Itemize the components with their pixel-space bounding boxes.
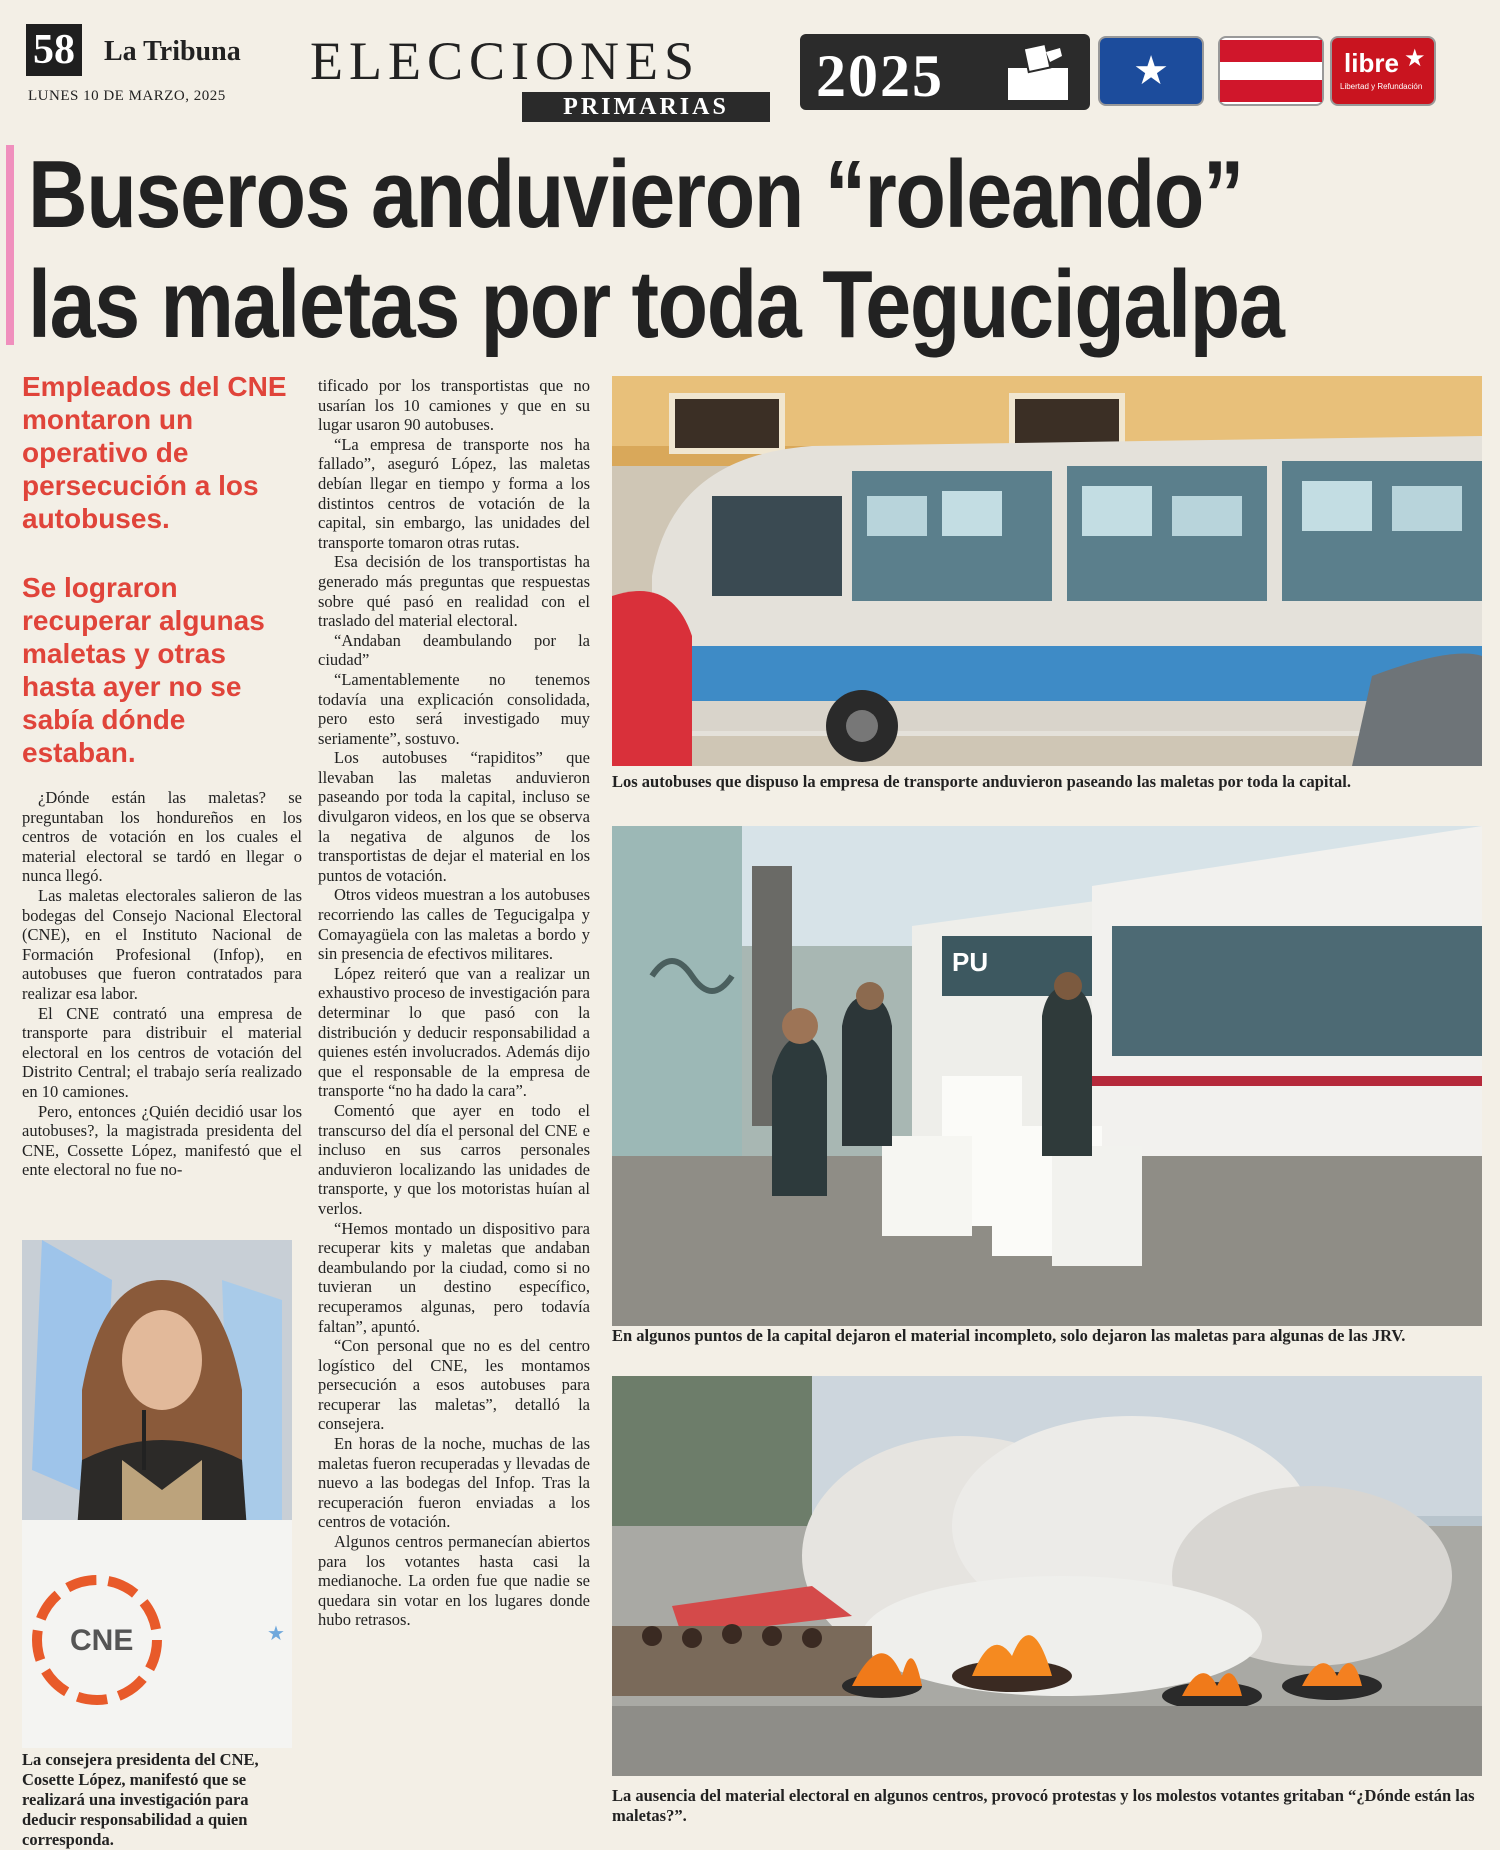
section-title: ELECCIONES: [310, 31, 700, 91]
photo-protest-fire: [612, 1376, 1482, 1776]
photo-caption: En algunos puntos de la capital dejaron el material incompleto, solo dejaron las maletas para algunas de las JRV.: [612, 1326, 1406, 1345]
paragraph: ¿Dónde están las maletas? se preguntaban los hondureños en los centros de votación en los cuales el material electoral se tardó en llegar o nunca llegó.: [22, 788, 302, 886]
paragraph: Los autobuses “rapiditos” que llevaban las maletas anduvieron paseando por toda la capital, incluso se divulgaron videos, en los que se observa la negativa de algunos de los transportistas de dejar el material en los puntos de votación.: [318, 748, 590, 885]
article-deck: [22, 370, 302, 805]
article-headline: [28, 140, 1478, 360]
headline-line-2: las maletas por toda Tegucigalpa: [28, 251, 1284, 358]
election-year-badge: [800, 34, 1090, 110]
page-header: [0, 0, 1500, 130]
paragraph: Las maletas electorales salieron de las bodegas del Consejo Nacional Electoral (CNE), en el Instituto Nacional de Formación Profesional (Infop), en autobuses que fueron contratados para realizar esa labor.: [22, 885, 302, 1003]
paragraph: Comentó que ayer en todo el transcurso del día el personal del CNE e incluso en sus carros personales anduvieron localizando las unidades de transporte, y que los motoristas huían al verlos.: [318, 1100, 590, 1218]
paragraph: tificado por los transportistas que no usarían los 10 camiones y que en su lugar usaron 90 autobuses.: [318, 376, 590, 435]
flag-stripe-top: [1220, 40, 1322, 62]
page-number: 58: [26, 24, 82, 76]
paragraph: El CNE contrató una empresa de transporte para distribuir el material electoral en los centros de votación del Distrito Central; el trabajo sería realizado en 10 camiones.: [22, 1003, 302, 1101]
article-column-1: [22, 788, 302, 1180]
party-logo-libre: [1330, 36, 1436, 106]
paragraph: Esa decisión de los transportistas ha generado más preguntas que respuestas sobre qué pasó en realidad con el traslado del material electoral.: [318, 552, 590, 631]
photo-bus-with-boxes: [612, 376, 1482, 766]
election-year: 2025: [816, 43, 944, 109]
paragraph: “Hemos montado un dispositivo para recuperar kits y maletas que andaban deambulando por la ciudad, como si no tuvieran un destino específico, recuperamos algunas, pero todavía faltan”, apuntó.: [318, 1218, 590, 1336]
highlighter-mark: [6, 145, 14, 345]
star-icon: ★: [267, 1621, 285, 1645]
paragraph: “La empresa de transporte nos ha fallado”, aseguró López, las maletas debían llegar en tiempo y forma a los distintos centros de votación de la capital, sin embargo, las unidades del transporte tomaron otras rutas.: [318, 434, 590, 552]
flag-stripe-bottom: [1220, 80, 1322, 102]
section-banner: [300, 22, 770, 122]
deck-paragraph: Empleados del CNE montaron un operativo de persecución a los autobuses.: [22, 371, 287, 534]
paragraph: López reiteró que van a realizar un exhaustivo proceso de investigación para determinar lo que pasó con la distribución y deducir responsabilidad a quienes estén involucrados. Además dijo que el responsable de la empresa de transporte “no ha dado la cara”.: [318, 963, 590, 1101]
photo-caption: La consejera presidenta del CNE, Cosette López, manifestó que se realizará una investigación para deducir responsabilidad a quien corresponda.: [22, 1750, 259, 1849]
photo-caption: Los autobuses que dispuso la empresa de transporte anduvieron paseando las maletas por toda la capital.: [612, 772, 1351, 791]
party-logo-liberal: [1218, 36, 1324, 106]
paragraph: “Con personal que no es del centro logístico del CNE, les montamos persecución a esos autobuses para recuperar las maletas”, detalló la consejera.: [318, 1336, 590, 1434]
photo-cne-president: [22, 1240, 292, 1748]
paragraph: Algunos centros permanecían abiertos para los votantes hasta casi la medianoche. La orden fue que nadie se quedara sin votar en los lugares donde hubo retrasos.: [318, 1532, 590, 1630]
article-column-2: [318, 376, 590, 1630]
paragraph: En horas de la noche, muchas de las maletas fueron recuperadas y llevadas de nuevo a las bodegas del Infop. Tras la recuperación fueron enviadas a los centros de votación.: [318, 1434, 590, 1532]
ballot-box-icon: [1000, 42, 1076, 102]
party-logo-nacional: [1098, 36, 1204, 106]
libre-logo-text: libre: [1344, 48, 1399, 78]
podium-logo-text: CNE: [70, 1624, 134, 1657]
photo-soldiers-boxes: [612, 826, 1482, 1326]
bus-sign-text: PU: [952, 947, 989, 977]
paragraph: Pero, entonces ¿Quién decidió usar los autobuses?, la magistrada presidenta del CNE, Cossette López, manifestó que el ente electoral no fue no-: [22, 1101, 302, 1180]
deck-paragraph: Se lograron recuperar algunas maletas y otras hasta ayer no se sabía dónde estaban.: [22, 572, 265, 768]
section-subtitle: PRIMARIAS: [522, 92, 770, 122]
photo-caption: La ausencia del material electoral en algunos centros, provocó protestas y los molestos votantes gritaban “¿Dónde están las maletas?”.: [612, 1786, 1475, 1825]
paragraph: “Andaban deambulando por la ciudad”: [318, 630, 590, 670]
headline-line-1: Buseros anduvieron “roleando”: [28, 141, 1243, 248]
star-icon: ★: [1404, 46, 1426, 72]
star-icon: ★: [1133, 48, 1169, 94]
paragraph: Otros videos muestran a los autobuses recorriendo las calles de Tegucigalpa y Comayagüela con las maletas a bordo y sin presencia de efectivos militares.: [318, 885, 590, 964]
publication-name: La Tribuna: [104, 36, 241, 67]
publication-date: LUNES 10 DE MARZO, 2025: [28, 88, 226, 104]
libre-logo-subtext: Libertad y Refundación: [1340, 82, 1423, 91]
paragraph: “Lamentablemente no tenemos todavía una explicación consolidada, pero esto será investigado muy seriamente”, sostuvo.: [318, 669, 590, 748]
